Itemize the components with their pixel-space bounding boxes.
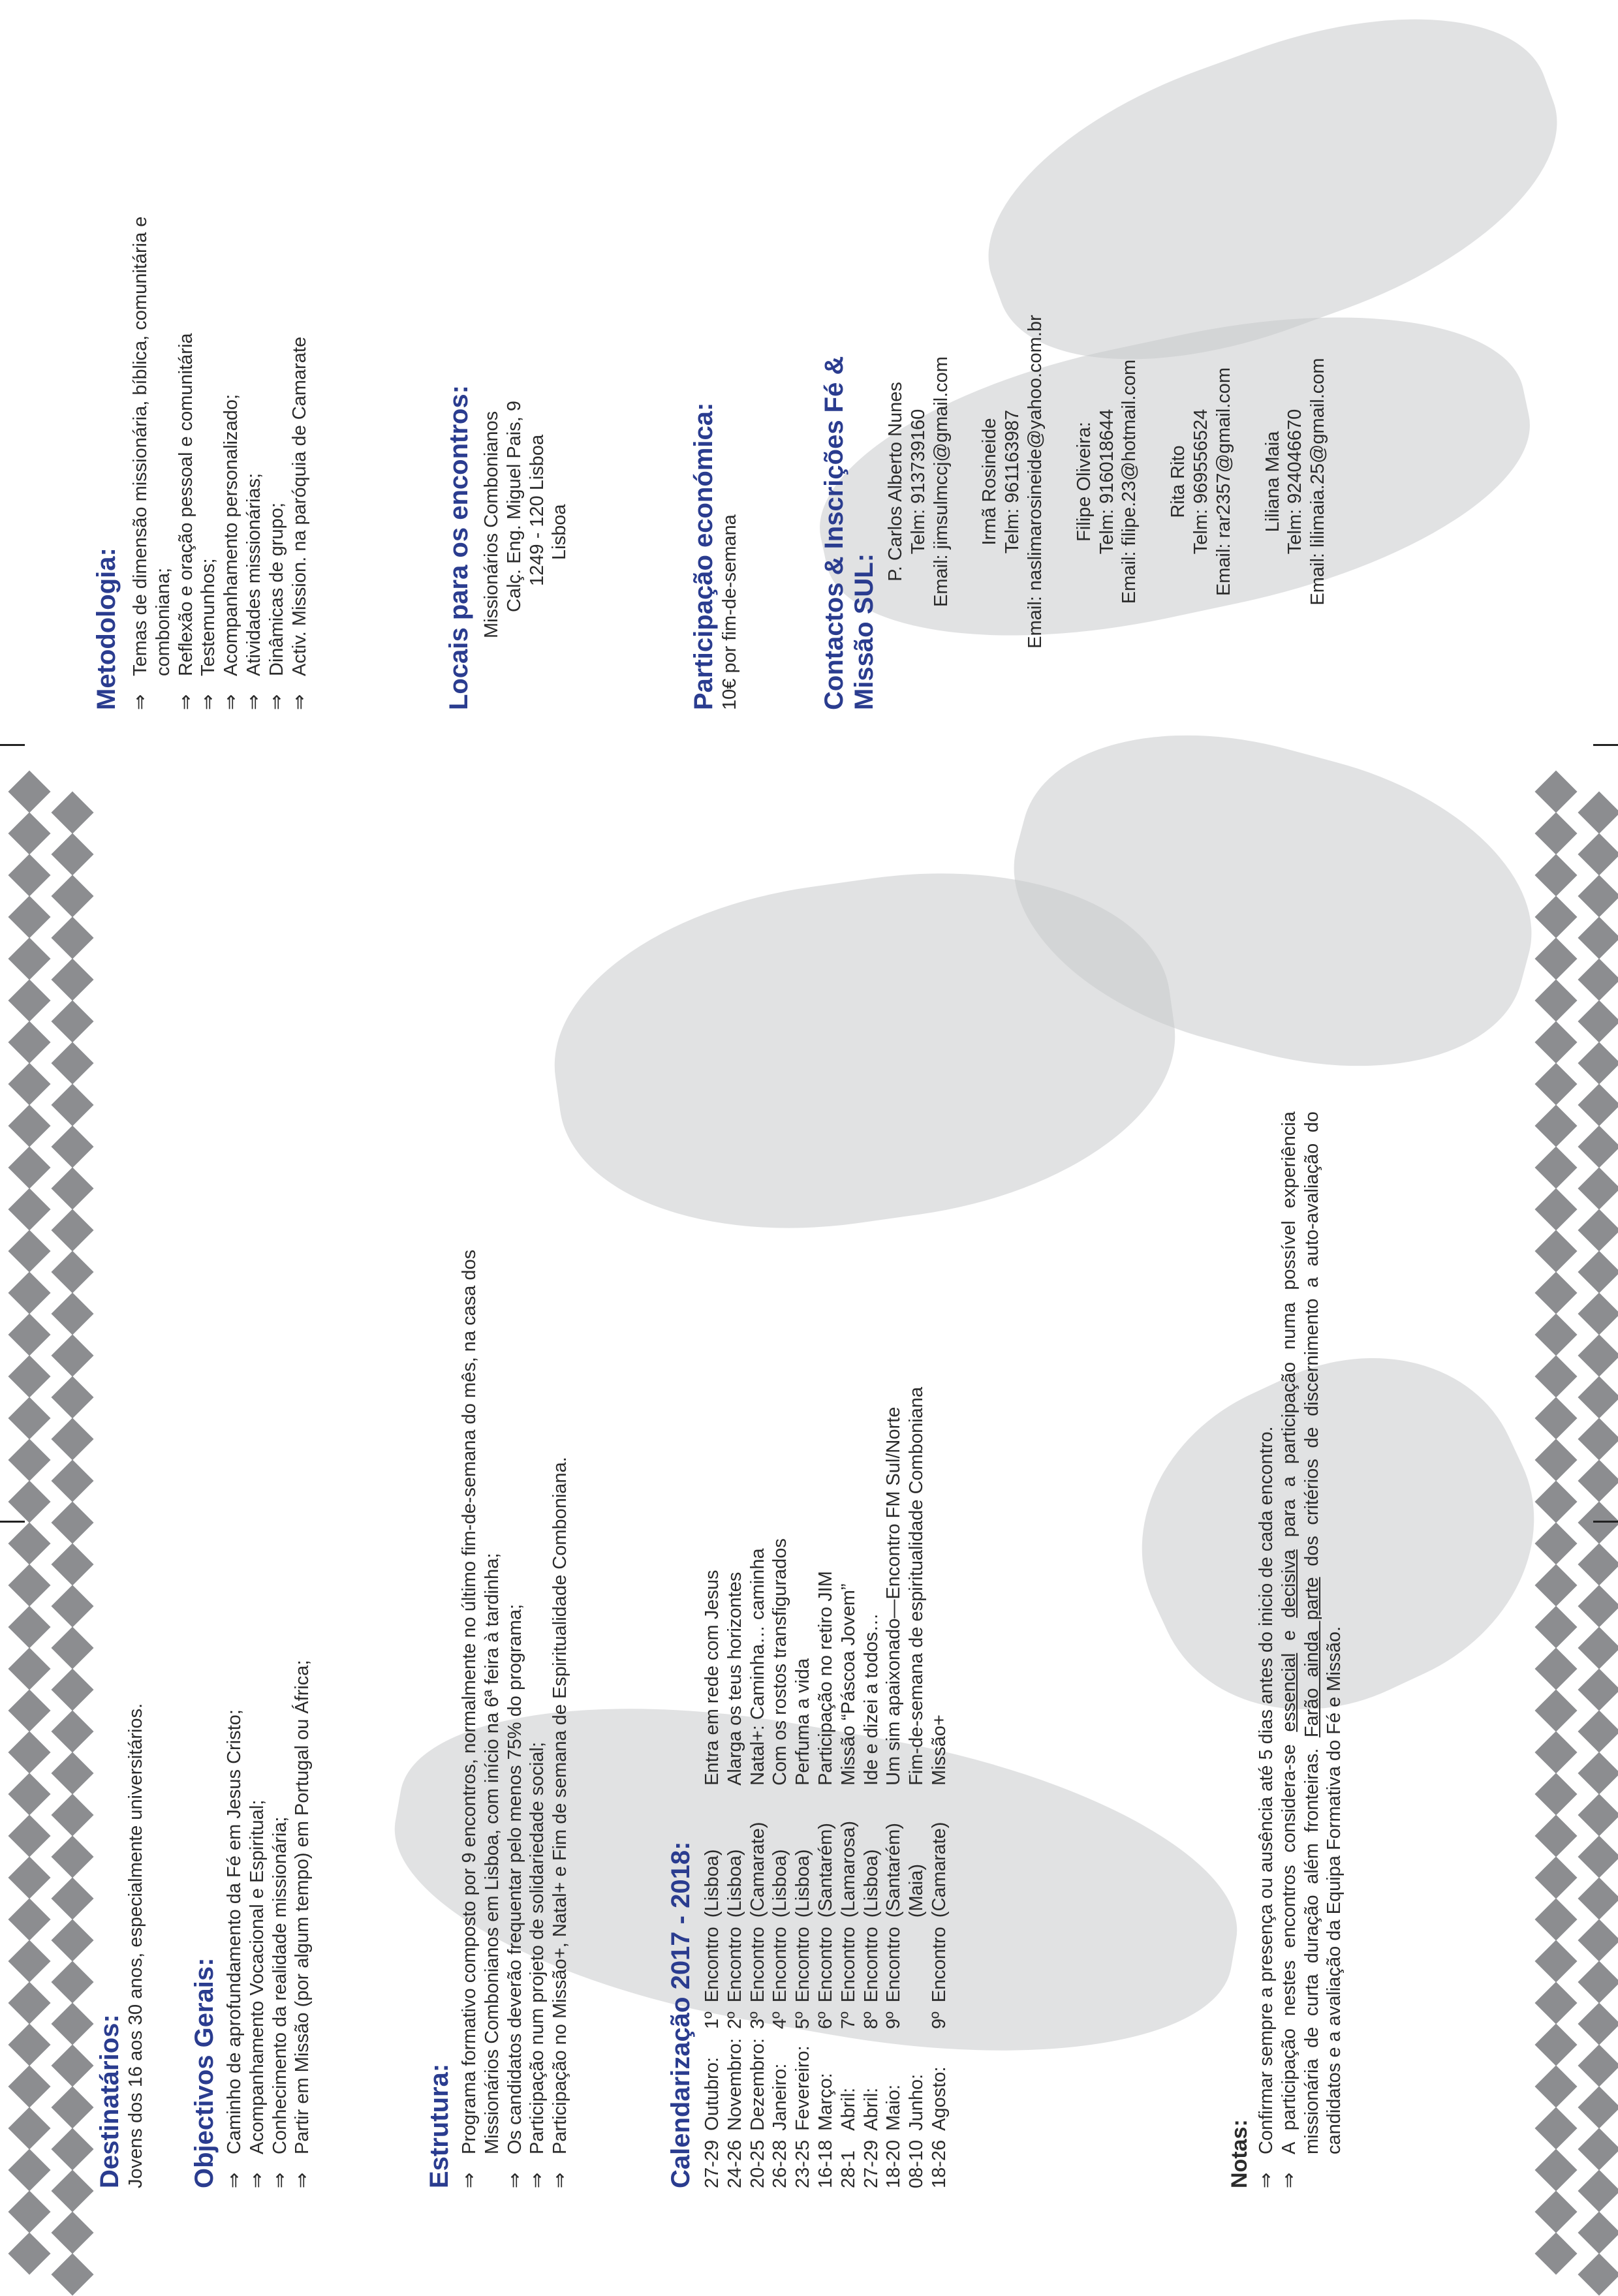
calendar-cell-theme: Natal+: Caminha… caminha [747,1548,768,1786]
arrow-icon: ⇒ [1278,2172,1299,2188]
participacao-section [689,123,741,710]
calendar-row [747,1378,770,2188]
contact-email: Email: jimsulmccj@gmail.com [930,356,952,607]
metodologia-item: ⇒ Dinâmicas de grupo; [266,503,287,710]
contact-name: Irmã Rosineide [979,418,1001,546]
calendar-row [724,1378,747,2188]
calendar-cell-month: Março: [815,2073,836,2131]
contact-phone: Telm: 969556524 [1190,409,1211,555]
calendar-cell-num: 8º [860,2011,882,2029]
calendar-cell-enc: Encontro [702,1927,723,2003]
contact-email: Email: filipe.23@hotmail.com [1119,359,1140,604]
calendar-cell-place: (Camarate) [928,1822,950,1918]
calendar-cell-theme: Um sim apaixonado—Encontro FM Sul/Norte [883,1406,905,1786]
arrow-icon: ⇒ [269,2172,290,2188]
calendar-cell-num: 4º [770,2011,791,2029]
calendar-cell-enc: Encontro [815,1927,836,2003]
calendar-cell-month: Novembro: [724,2038,745,2131]
contact-card [1262,253,1330,710]
calendar-cell-num: 1º [702,2011,723,2029]
metodologia-item: ⇒ Temas de dimensão missionária, bíblica, comunitária e comboniana; [130,216,174,710]
contact-phone: Telm: 924046670 [1284,409,1306,555]
contacts-list [884,253,1330,710]
contact-phone: Telm: 916018644 [1096,409,1117,555]
contact-name: Filipe Oliveira: [1073,422,1095,542]
calendar-row [860,1378,883,2188]
calendar-cell-month: Fevereiro: [792,2045,814,2131]
calendar-cell-month: Maio: [883,2084,905,2131]
calendar-cell-enc: Encontro [883,1927,905,2003]
estrutura-item: ⇒ Participação num projeto de solidariedade social; [527,1742,548,2188]
contact-name: Liliana Maia [1262,431,1283,533]
notas-heading: Notas: [1227,2119,1252,2188]
calendar-cell-place: (Lamarosa) [837,1820,859,1918]
calendar-cell-num: 6º [815,2011,836,2029]
objectivos-item: ⇒ Partir em Missão (por algum tempo) em Portugal ou África; [292,1660,313,2188]
destinatarios-heading: Destinatários: [95,2014,124,2188]
metodologia-heading: Metodologia: [92,548,121,710]
participacao-text: 10€ por fim-de-semana [719,514,740,710]
calendar-cell-month: Abril: [837,2087,859,2131]
calendar-cell-theme: Perfuma a vida [792,1658,814,1786]
calendar-cell-enc: Encontro [724,1927,745,2003]
contact-email: Email: naslimarosineide@yahoo.com.br [1024,315,1046,649]
calendar-cell-enc: Encontro [860,1927,882,2003]
arrow-icon: ⇒ [459,2172,480,2188]
left-panel [0,1111,1618,2188]
arrow-icon: ⇒ [266,694,287,710]
destinatarios-section [95,1111,148,2188]
arrow-icon: ⇒ [224,2172,245,2188]
arrow-icon: ⇒ [198,694,219,710]
arrow-icon: ⇒ [130,694,151,710]
participacao-heading: Participação económica: [689,402,718,710]
estrutura-item: ⇒ Os candidatos deverão frequentar pelo menos 75% do programa; [504,1604,525,2188]
locais-heading: Locais para os encontros: [444,385,473,710]
contact-name: P. Carlos Alberto Nunes [885,382,906,582]
calendar-cell-dates: 28-1 [837,2150,859,2188]
calendar-cell-place: (Lisboa) [702,1849,723,1918]
calendar-cell-month: Abril: [860,2087,882,2131]
calendar-cell-enc: Encontro [837,1927,859,2003]
calendar-cell-num: 5º [792,2011,814,2029]
estrutura-item: ⇒ Programa formativo composto por 9 encontros, normalmente no último fim-de-semana do mês, na casa dos Missionários Combonianos em Lisboa, com início na 6ª feira à tardinha; [459,1249,503,2188]
address-line: Lisboa [549,504,570,560]
calendar-cell-dates: 27-29 [702,2139,723,2188]
calendar-cell-enc: Encontro [928,1927,950,2003]
contactos-section [819,57,1330,710]
calendar-cell-place: (Lisboa) [724,1849,745,1918]
calendar-row [769,1378,792,2188]
calendar-cell-dates: 24-26 [724,2139,745,2188]
calendar-row [882,1378,905,2188]
estrutura-item: ⇒ Participação no Missão+, Natal+ e Fim de semana de Espiritualidade Comboniana. [550,1457,571,2188]
calendar-cell-dates: 18-26 [928,2139,950,2188]
calendar-cell-dates: 20-25 [747,2139,768,2188]
contact-phone: Telm: 913739160 [907,409,929,555]
address-line: 1249 - 120 Lisboa [526,434,548,586]
calendar-cell-place: (Santarém) [815,1823,836,1918]
calendario-heading: Calendarização 2017 - 2018: [666,1841,695,2188]
metodologia-item: ⇒ Testemunhos; [198,558,219,710]
arrow-icon: ⇒ [1256,2172,1277,2188]
destinatarios-text: Jovens dos 16 aos 30 anos, especialmente universitários. [125,1703,146,2188]
calendar-row [928,1378,951,2188]
calendar-cell-place: (Lisboa) [770,1849,791,1918]
calendar-cell-dates: 08-10 [906,2139,927,2188]
locais-address [480,123,571,710]
calendar-cell-theme: Missão “Páscoa Jovem” [837,1583,859,1786]
right-panel [0,57,1618,710]
calendar-cell-theme: Participação no retiro JIM [815,1571,836,1786]
notas-item: ⇒ Confirmar sempre a presença ou ausência até 5 dias antes do inicio de cada encontro. [1256,1426,1277,2188]
objectivos-section [189,1111,314,2188]
calendar-cell-month: Junho: [906,2073,927,2131]
objectivos-item: ⇒ Acompanhamento Vocacional e Espiritual; [246,1799,268,2188]
objectivos-item: ⇒ Conhecimento da realidade missionária; [269,1816,290,2188]
arrow-icon: ⇒ [175,694,196,710]
metodologia-item: ⇒ Acompanhamento personalizado; [221,394,242,710]
metodologia-item: ⇒ Activ. Mission. na paróquia de Camarate [288,336,310,710]
metodologia-item: ⇒ Atividades missionárias; [243,473,264,710]
arrow-icon: ⇒ [527,2172,548,2188]
calendar-cell-place: (Maia) [906,1864,927,1918]
calendar-cell-place: (Camarate) [747,1822,768,1918]
arrow-icon: ⇒ [243,694,264,710]
contact-card [1073,253,1141,710]
arrow-icon: ⇒ [246,2172,268,2188]
calendar-cell-enc: Encontro [792,1927,814,2003]
calendar-row [905,1378,928,2188]
calendar-cell-num: 3º [747,2011,768,2029]
objectivos-item: ⇒ Caminho de aprofundamento da Fé em Jesus Cristo; [224,1709,245,2188]
calendar-cell-enc: Encontro [747,1927,768,2003]
locais-section [444,123,571,710]
calendar-row [837,1378,860,2188]
calendar-cell-dates: 27-29 [860,2139,882,2188]
contact-card [1167,253,1235,710]
address-line: Calç. Eng. Miguel Pais, 9 [503,401,525,612]
calendar-cell-theme: Alarga os teus horizontes [724,1572,745,1786]
calendar-cell-month: Janeiro: [770,2063,791,2131]
contactos-heading: Contactos & Inscrições Fé & Missão SUL: [820,356,879,710]
calendar-cell-theme: Entra em rede com Jesus [702,1570,723,1786]
contact-email: Email: lilimaia.25@gmail.com [1307,358,1329,606]
address-line: Missionários Combonianos [481,411,502,638]
calendar-row [701,1378,724,2188]
calendar-cell-num: 7º [837,2011,859,2029]
arrow-icon: ⇒ [221,694,242,710]
calendar-row [792,1378,815,2188]
contact-card [978,253,1046,710]
calendar-cell-num: 2º [724,2011,745,2029]
calendar-cell-place: (Lisboa) [860,1849,882,1918]
metodologia-item: ⇒ Reflexão e oração pessoal e comunitária [175,333,196,710]
estrutura-heading: Estrutura: [425,2063,454,2188]
estrutura-section [424,1242,572,2188]
arrow-icon: ⇒ [504,2172,525,2188]
calendar-cell-month: Outubro: [702,2056,723,2131]
calendar-cell-theme: Missão+ [928,1714,950,1786]
calendar-cell-month: Dezembro: [747,2038,768,2131]
calendar-table [701,1378,951,2188]
calendar-cell-enc [905,1917,928,2002]
calendar-cell-dates: 16-18 [815,2139,836,2188]
calendar-cell-dates: 26-28 [770,2139,791,2188]
arrow-icon: ⇒ [292,2172,313,2188]
metodologia-section [91,123,311,710]
notas-section [1227,1111,1346,2188]
arrow-icon: ⇒ [550,2172,571,2188]
calendar-cell-month: Agosto: [928,2066,950,2131]
notas-item: ⇒ A participação nestes encontros considera-se essencial e decisiva para a participação numa possível experiência missionária de curta duração além fronteiras. Farão ainda parte dos critérios de discernimento a auto-avaliação do candidatos e a avaliação da Equipa Formativa do Fé e Missão. [1278,1111,1345,2188]
contact-phone: Telm: 961163987 [1002,409,1023,554]
calendar-cell-num: 9º [928,2011,950,2029]
arrow-icon: ⇒ [288,694,310,710]
calendar-cell-place: (Santarém) [883,1823,905,1918]
calendar-cell-dates: 23-25 [792,2139,814,2188]
calendar-cell-enc: Encontro [770,1927,791,2003]
calendar-row [815,1378,837,2188]
objectivos-heading: Objectivos Gerais: [190,1957,219,2188]
calendar-cell-num: 9º [883,2011,905,2029]
contact-email: Email: rar2357@gmail.com [1213,367,1234,597]
calendar-cell-num [905,2002,928,2029]
calendar-cell-theme: Com os rostos transfigurados [770,1538,791,1786]
calendar-cell-theme: Ide e dizei a todos… [860,1613,882,1786]
contact-card [884,253,952,710]
contact-name: Rita Rito [1168,445,1189,518]
calendar-cell-theme: Fim-de-semana de espiritualidade Comboniana [906,1386,927,1786]
calendar-cell-place: (Lisboa) [792,1849,814,1918]
calendario-section [666,1111,951,2188]
calendar-cell-dates: 18-20 [883,2139,905,2188]
